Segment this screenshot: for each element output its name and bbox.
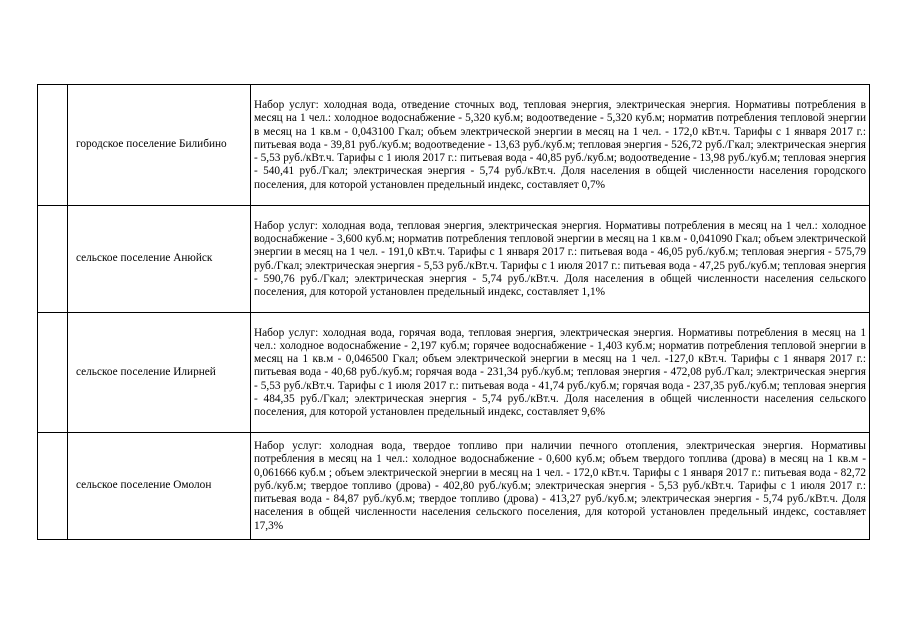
row-number-cell <box>38 313 68 433</box>
tariff-table <box>37 84 870 540</box>
row-number-cell <box>38 85 68 206</box>
table-row <box>38 85 870 206</box>
settlement-name-cell: городское поселение Билибино <box>68 85 251 206</box>
row-number-cell <box>38 206 68 313</box>
settlement-name-cell: сельское поселение Илирней <box>68 313 251 433</box>
table-row <box>38 313 870 433</box>
table-row <box>38 433 870 540</box>
settlement-name-cell: сельское поселение Омолон <box>68 433 251 540</box>
services-description-cell: Набор услуг: холодная вода, отведение сточных вод, тепловая энергия, электрическая энергия. Нормативы потребления в месяц на 1 чел.: холодное водоснабжение - 5,320 куб.м; водоотведение - 5,320 куб.м; норматив потребления тепловой энергии в месяц на 1 кв.м - 0,043100 Гкал; объем электрической энергии в месяц на 1 чел. - 172,0 кВт.ч. Тарифы с 1 января 2017 г.: питьевая вода - 39,81 руб./куб.м; водоотведение - 13,63 руб./куб.м; тепловая энергия - 526,72 руб./Гкал; электрическая энергия - 5,53 руб./кВт.ч. Тарифы с 1 июля 2017 г.: питьевая вода - 40,85 руб./куб.м; водоотведение - 13,98 руб./куб.м; тепловая энергия - 540,41 руб./Гкал; электрическая энергия - 5,74 руб./кВт.ч. Доля населения в общей численности населения городского поселения, для которой установлен предельный индекс, составляет 0,7% <box>251 85 870 206</box>
settlement-name-cell: сельское поселение Анюйск <box>68 206 251 313</box>
row-number-cell <box>38 433 68 540</box>
services-description-cell: Набор услуг: холодная вода, тепловая энергия, электрическая энергия. Нормативы потребления в месяц на 1 чел.: холодное водоснабжение - 3,600 куб.м; норматив потребления тепловой энергии в месяц на 1 кв.м - 0,041090 Гкал; объем электрической энергии в месяц на 1 чел. - 191,0 кВт.ч. Тарифы с 1 января 2017 г.: питьевая вода - 46,05 руб./куб.м; тепловая энергия - 575,79 руб./Гкал; электрическая энергия - 5,53 руб./кВт.ч. Тарифы с 1 июля 2017 г.: питьевая вода - 47,25 руб./куб.м; тепловая энергия - 590,76 руб./Гкал; электрическая энергия - 5,74 руб./кВт.ч. Доля населения в общей численности населения сельского поселения, для которой установлен предельный индекс, составляет 1,1% <box>251 206 870 313</box>
services-description-cell: Набор услуг: холодная вода, твердое топливо при наличии печного отопления, электрическая энергия. Нормативы потребления в месяц на 1 чел.: холодное водоснабжение - 0,600 куб.м; объем твердого топлива (дрова) в месяц на 1 кв.м - 0,061666 куб.м ; объем электрической энергии в месяц на 1 чел. - 172,0 кВт.ч. Тарифы с 1 января 2017 г.: питьевая вода - 82,72 руб./куб.м; твердое топливо (дрова) - 402,80 руб./куб.м; электрическая энергия - 5,53 руб./кВт.ч. Тарифы с 1 июля 2017 г.: питьевая вода - 84,87 руб./куб.м; твердое топливо (дрова) - 413,27 руб./куб.м; электрическая энергия - 5,74 руб./кВт.ч. Доля населения в общей численности населения сельского поселения, для которой установлен предельный индекс, составляет 17,3% <box>251 433 870 540</box>
table-row <box>38 206 870 313</box>
services-description-cell: Набор услуг: холодная вода, горячая вода, тепловая энергия, электрическая энергия. Нормативы потребления в месяц на 1 чел.: холодное водоснабжение - 2,197 куб.м; горячее водоснабжение - 1,403 куб.м; норматив потребления тепловой энергии в месяц на 1 кв.м - 0,046500 Гкал; объем электрической энергии в месяц на 1 чел. -127,0 кВт.ч. Тарифы с 1 января 2017 г.: питьевая вода - 40,68 руб./куб.м; горячая вода - 231,34 руб./куб.м; тепловая энергия - 472,08 руб./Гкал; электрическая энергия - 5,53 руб./кВт.ч. Тарифы с 1 июля 2017 г.: питьевая вода - 41,74 руб./куб.м; горячая вода - 237,35 руб./куб.м; тепловая энергия - 484,35 руб./Гкал; электрическая энергия - 5,74 руб./кВт.ч. Доля населения в общей численности населения сельского поселения, для которой установлен предельный индекс, составляет 9,6% <box>251 313 870 433</box>
